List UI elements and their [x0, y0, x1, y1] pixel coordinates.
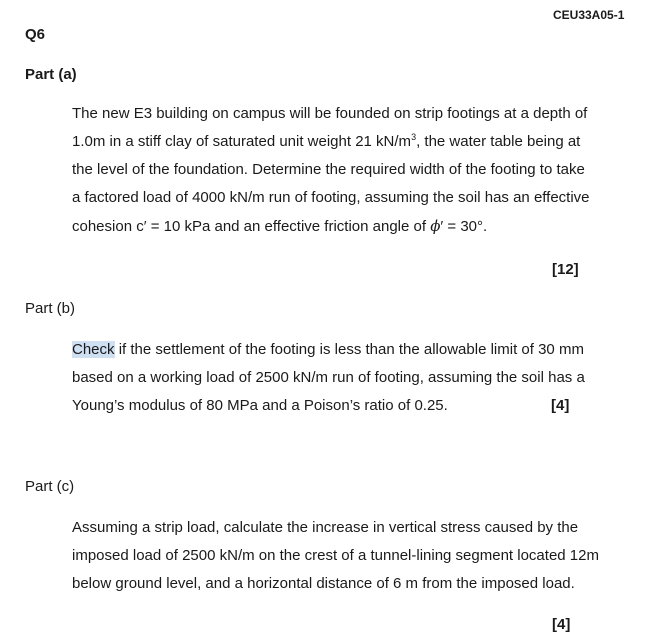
- part-a-line-5-head: cohesion c′ = 10 kPa and an effective friction angle of: [72, 218, 431, 235]
- question-number: Q6: [25, 26, 46, 43]
- part-a-line-1: The new E3 building on campus will be founded on strip footings at a depth of: [72, 105, 588, 122]
- part-a-line-4: a factored load of 4000 kN/m run of footing, assuming the soil has an effective: [72, 189, 590, 206]
- part-b-line-1: [72, 336, 628, 364]
- part-a-line-2-tail: , the water table being at: [416, 133, 581, 150]
- part-b-text: [72, 336, 628, 420]
- part-c-line-2: imposed load of 2500 kN/m on the crest of a tunnel-lining segment located 12m: [72, 547, 599, 564]
- part-c-title: Part (c): [25, 478, 75, 495]
- part-a-text: [72, 100, 628, 241]
- part-a-line-5-tail: ′ = 30°.: [440, 218, 488, 235]
- phi-symbol: ϕ: [430, 217, 441, 235]
- part-c-marks: [4]: [552, 616, 571, 633]
- part-b-marks: [4]: [551, 397, 570, 414]
- part-b-line-3: Young’s modulus of 80 MPa and a Poison’s ratio of 0.25.: [72, 397, 448, 414]
- part-b-line-2: based on a working load of 2500 kN/m run of footing, assuming the soil has a: [72, 369, 585, 386]
- part-c-text: [72, 514, 628, 598]
- part-b-line-1-rest: if the settlement of the footing is less than the allowable limit of 30 mm: [114, 341, 584, 358]
- part-a-line-2: [72, 128, 628, 156]
- part-a-exponent: 3: [411, 132, 417, 142]
- part-c-line-1: Assuming a strip load, calculate the increase in vertical stress caused by the: [72, 519, 579, 536]
- part-a-line-5: [72, 212, 628, 241]
- part-c-line-3: below ground level, and a horizontal distance of 6 m from the imposed load.: [72, 575, 575, 592]
- highlighted-word: Check: [72, 341, 115, 358]
- course-code: CEU33A05-1: [553, 8, 625, 22]
- part-a-line-2-head: 1.0m in a stiff clay of saturated unit weight 21 kN/m: [72, 133, 412, 150]
- part-b-title: Part (b): [25, 300, 76, 317]
- part-a-title: Part (a): [25, 66, 77, 83]
- part-a-line-3: the level of the foundation. Determine the required width of the footing to take: [72, 161, 585, 178]
- part-a-marks: [12]: [552, 261, 579, 278]
